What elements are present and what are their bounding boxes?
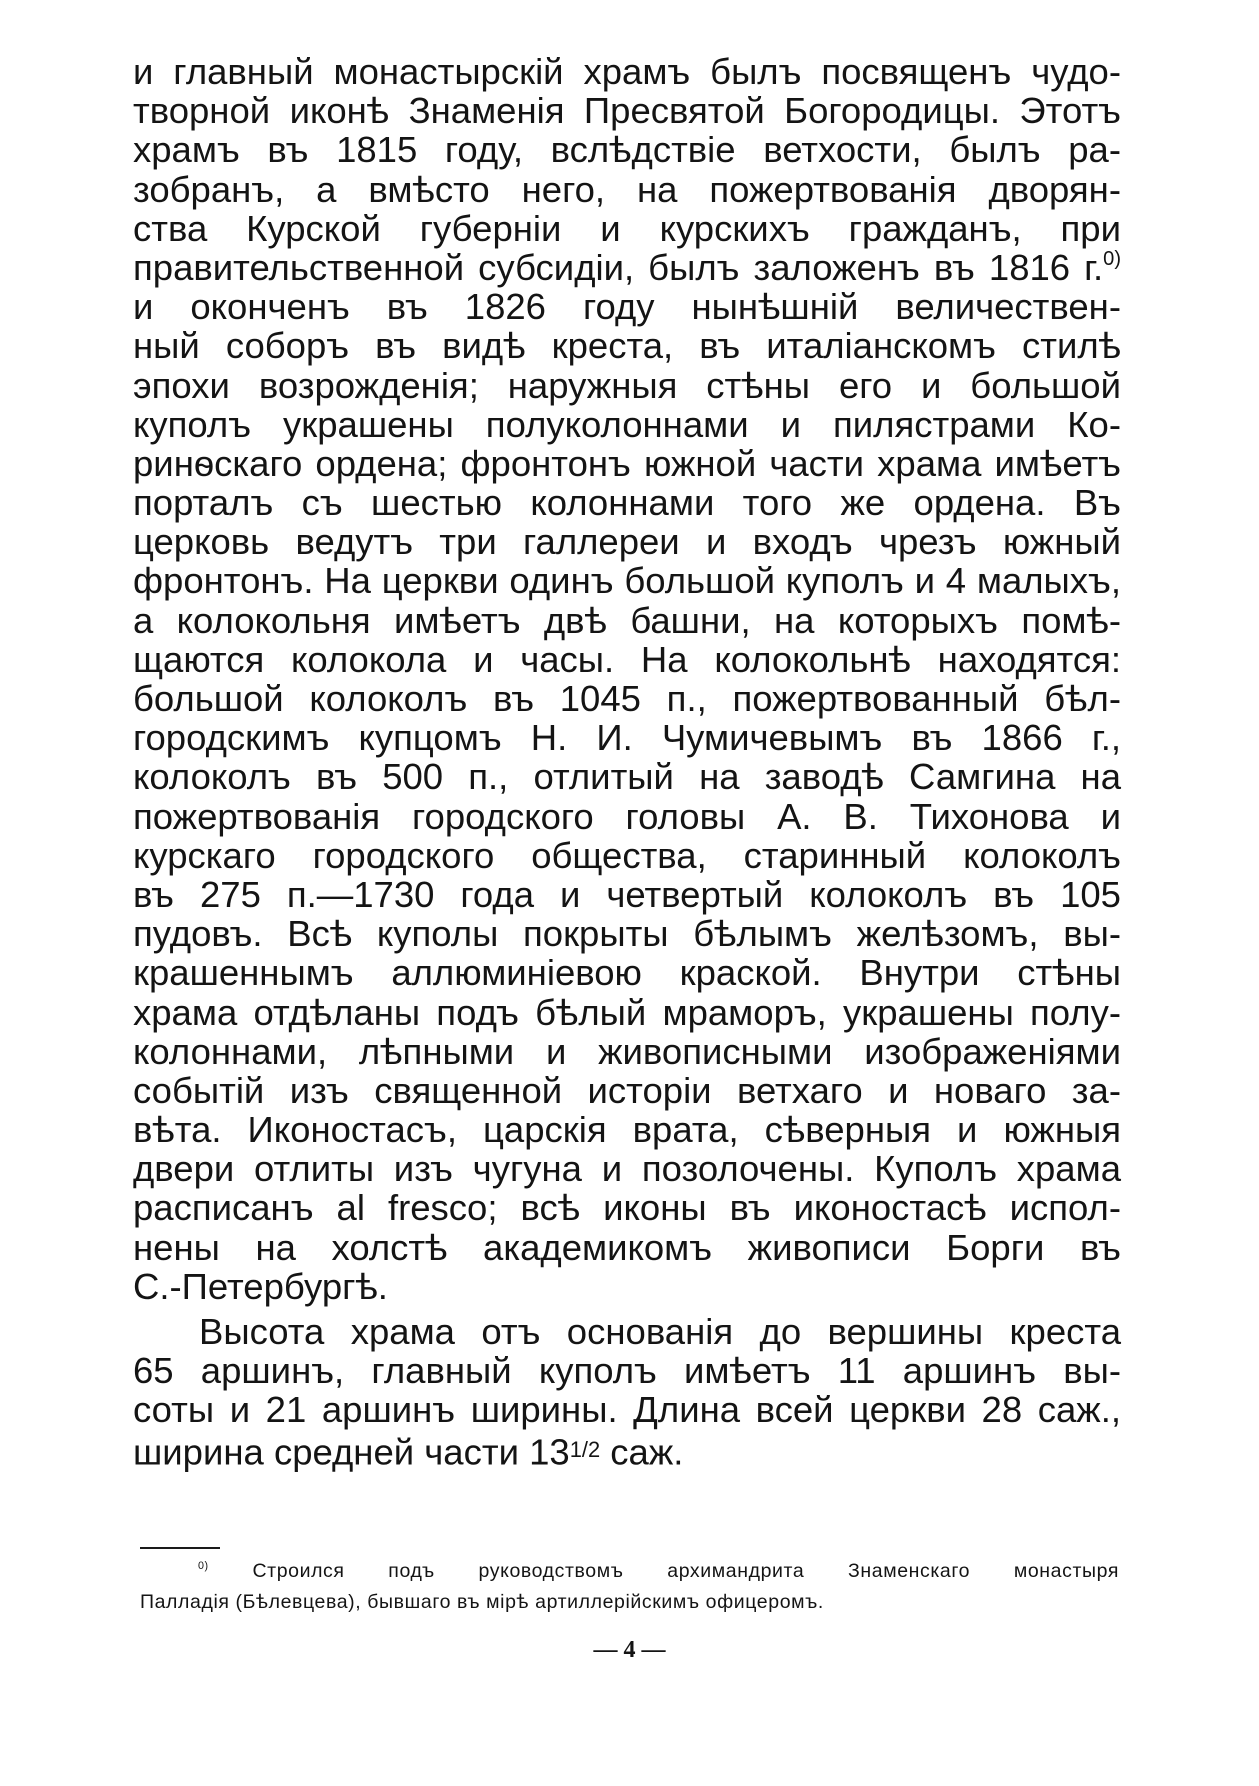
fraction: 1/2 [569,1436,601,1462]
footnote-reference: 0) [1103,247,1121,270]
text-line: зобранъ, а вмѣсто него, на пожертвованія дворян- [133,168,1121,210]
text-line: пожертвованія городского головы А. В. Тихонова и [133,795,1121,837]
text-line: соты и 21 аршинъ ширины. Длина всей церкви 28 саж., [133,1389,1121,1431]
text-line: колоколъ въ 500 п., отлитый на заводѣ Самгина на [133,756,1121,798]
text-line: Высота храма отъ основанія до вершины креста [199,1311,1121,1352]
text-line: а колокольня имѣетъ двѣ башни, на которыхъ помѣ- [133,599,1121,641]
footnote [140,1556,1119,1618]
text-line: городскимъ купцомъ Н. И. Чумичевымъ въ 1866 г., [133,717,1121,759]
text-line: большой колоколъ въ 1045 п., пожертвованный бѣл- [133,678,1121,719]
text-line: С.-Петербургѣ. [133,1265,388,1307]
text-line: событій изъ священной исторіи ветхаго и новаго за- [133,1069,1121,1111]
paragraph-1 [133,52,1121,1306]
text-line: щаются колокола и часы. На колокольнѣ находятся: [133,638,1121,680]
text-line: нены на холстѣ академикомъ живописи Борги въ [133,1226,1121,1268]
paragraph-2 [133,1311,1121,1473]
text-line: куполъ украшены полуколоннами и пилястрами Ко- [133,403,1121,445]
text-line: ширина средней части $13^{1/2}$ саж. [133,1431,684,1473]
page-number: — 4 — [593,1637,666,1663]
text-line: храма отдѣланы подъ бѣлый мраморъ, украшены полу- [133,991,1121,1033]
text-line: курскаго городского общества, старинный колоколъ [133,834,1121,876]
footnote-line: $^{0)}$ Строился подъ руководствомъ архимандрита Знаменскаго монастыря [198,1559,1119,1582]
text-line: правительственной субсидіи, былъ заложенъ въ 1816 г.$^{0)}$ [133,246,1121,288]
text-line: вѣта. Иконостасъ, царскія врата, сѣверныя и южныя [133,1109,1121,1151]
text-line: въ 275 п.—1730 года и четвертый колоколъ въ 105 [133,873,1121,915]
main-text [133,51,1121,1473]
text-line: и оконченъ въ 1826 году нынѣшній величествен- [133,286,1121,328]
footnote-marker: 0) [198,1559,209,1572]
text-line: порталъ съ шестью колоннами того же ордена. Въ [133,482,1121,524]
text-line: колоннами, лѣпными и живописными изображеніями [133,1030,1121,1072]
text-line: крашеннымъ аллюминіевою краской. Внутри стѣны [133,952,1121,994]
text-line: ный соборъ въ видѣ креста, въ италіанскомъ стилѣ [133,325,1121,367]
text-line: творной иконѣ Знаменія Пресвятой Богородицы. Этотъ [133,90,1121,132]
text-line: расписанъ al fresco; всѣ иконы въ иконостасѣ испол- [133,1187,1121,1229]
text-line: 65 аршинъ, главный куполъ имѣетъ 11 аршинъ вы- [133,1350,1121,1392]
text-line: ринѳскаго ордена; фронтонъ южной части храма имѣетъ [133,442,1121,484]
text-line: ства Курской губерніи и курскихъ гражданъ, при [133,207,1121,249]
footnote-divider [140,1547,220,1549]
text-line: фронтонъ. На церкви одинъ большой куполъ и 4 малыхъ, [133,560,1121,602]
footnote-line: Палладія (Бѣлевцева), бывшаго въ мірѣ артиллерійскимъ офицеромъ. [140,1591,824,1613]
text-line: пудовъ. Всѣ куполы покрыты бѣлымъ желѣзомъ, вы- [133,913,1121,955]
text-line: двери отлиты изъ чугуна и позолочены. Куполъ храма [133,1148,1121,1190]
text-line: храмъ въ 1815 году, вслѣдствіе ветхости, былъ ра- [133,129,1121,171]
text-line: эпохи возрожденія; наружныя стѣны его и большой [133,364,1121,406]
text-line: церковь ведутъ три галлереи и входъ чрезъ южный [133,521,1121,563]
text-line: и главный монастырскій храмъ былъ посвященъ чудо- [133,51,1121,92]
